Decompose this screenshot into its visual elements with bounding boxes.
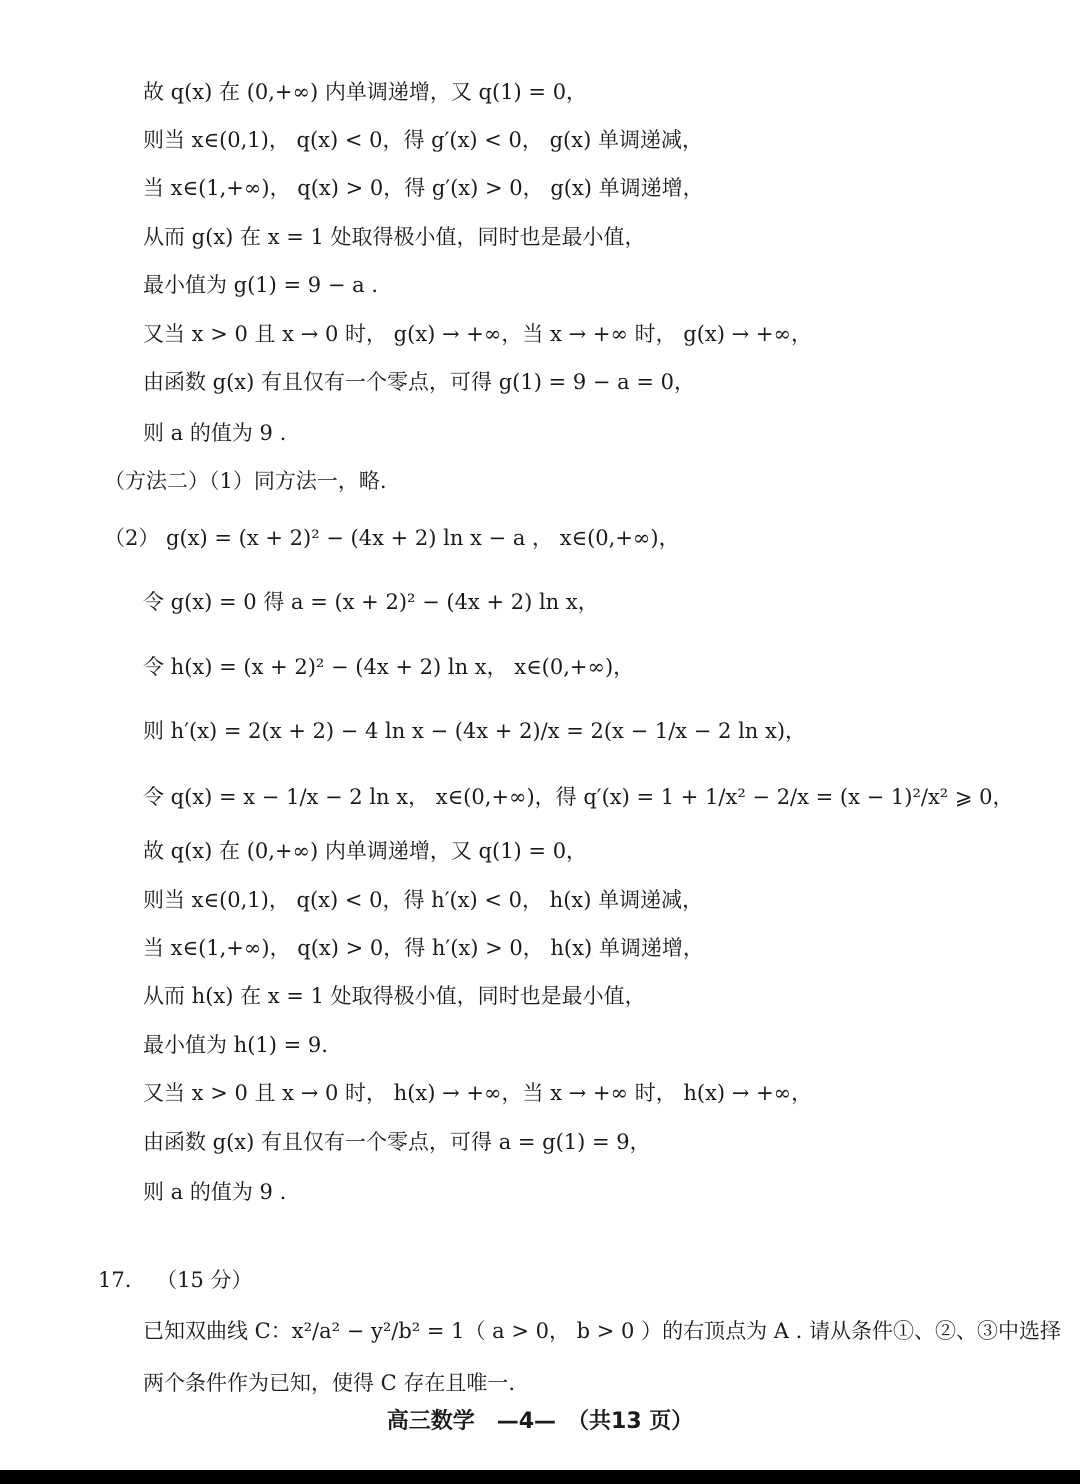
problem-header <box>98 1265 253 1295</box>
solution-line: 则 h′(x) = 2(x + 2) − 4 ln x − (4x + 2)/x = 2(x − 1/x − 2 ln x)， <box>143 719 807 743</box>
solution-line: 当 x∈(1,+∞)， q(x) > 0，得 h′(x) > 0， h(x) 单调递增， <box>143 936 704 960</box>
solution-line: 由函数 g(x) 有且仅有一个零点，可得 a = g(1) = 9， <box>143 1130 651 1154</box>
solution-line: 令 q(x) = x − 1/x − 2 ln x， x∈(0,+∞)，得 q′(x) = 1 + 1/x² − 2/x = (x − 1)²/x² ⩾ 0， <box>143 785 1014 809</box>
solution-line: 则当 x∈(0,1)， q(x) < 0，得 h′(x) < 0， h(x) 单调递减， <box>143 888 704 912</box>
solution-line: 令 g(x) = 0 得 a = (x + 2)² − (4x + 2) ln x， <box>143 590 599 614</box>
solution-line: 故 q(x) 在 (0,+∞) 内单调递增，又 q(1) = 0， <box>143 839 588 863</box>
solution-line: （2） g(x) = (x + 2)² − (4x + 2) ln x − a ， x∈(0,+∞)， <box>104 526 680 550</box>
solution-line: 最小值为 h(1) = 9. <box>143 1033 328 1057</box>
page-footer: 高三数学 —4— （共13 页） <box>386 1409 694 1434</box>
problem-number: 17. <box>98 1268 132 1292</box>
solution-line: 又当 x > 0 且 x → 0 时， g(x) → +∞，当 x → +∞ 时， g(x) → +∞， <box>143 322 812 346</box>
solution-line: 又当 x > 0 且 x → 0 时， h(x) → +∞，当 x → +∞ 时， h(x) → +∞， <box>143 1081 813 1105</box>
solution-line: 从而 g(x) 在 x = 1 处取得极小值，同时也是最小值， <box>143 225 646 249</box>
solution-line: 则 a 的值为 9 . <box>143 1180 287 1204</box>
solution-line: 最小值为 g(1) = 9 − a . <box>143 273 378 297</box>
solution-line: 由函数 g(x) 有且仅有一个零点，可得 g(1) = 9 − a = 0， <box>143 370 695 394</box>
solution-line: 则当 x∈(0,1)， q(x) < 0，得 g′(x) < 0， g(x) 单调递减， <box>143 128 703 152</box>
problem-text: 已知双曲线 C：x²/a² − y²/b² = 1（ a > 0， b > 0 ）的右顶点为 A . 请从条件①、②、③中选择 <box>143 1319 1061 1343</box>
solution-line: 从而 h(x) 在 x = 1 处取得极小值，同时也是最小值， <box>143 984 646 1008</box>
solution-line: 故 q(x) 在 (0,+∞) 内单调递增，又 q(1) = 0， <box>143 80 588 104</box>
problem-points: （15 分） <box>156 1268 253 1292</box>
solution-line: 当 x∈(1,+∞)， q(x) > 0，得 g′(x) > 0， g(x) 单调递增， <box>143 176 704 200</box>
solution-line: 则 a 的值为 9 . <box>143 421 287 445</box>
method-heading: （方法二）（1）同方法一，略. <box>104 469 387 493</box>
solution-line: 令 h(x) = (x + 2)² − (4x + 2) ln x， x∈(0,+∞)， <box>143 655 635 679</box>
problem-text: 两个条件作为已知，使得 C 存在且唯一. <box>143 1371 516 1395</box>
bottom-edge-bar <box>0 1470 1080 1484</box>
